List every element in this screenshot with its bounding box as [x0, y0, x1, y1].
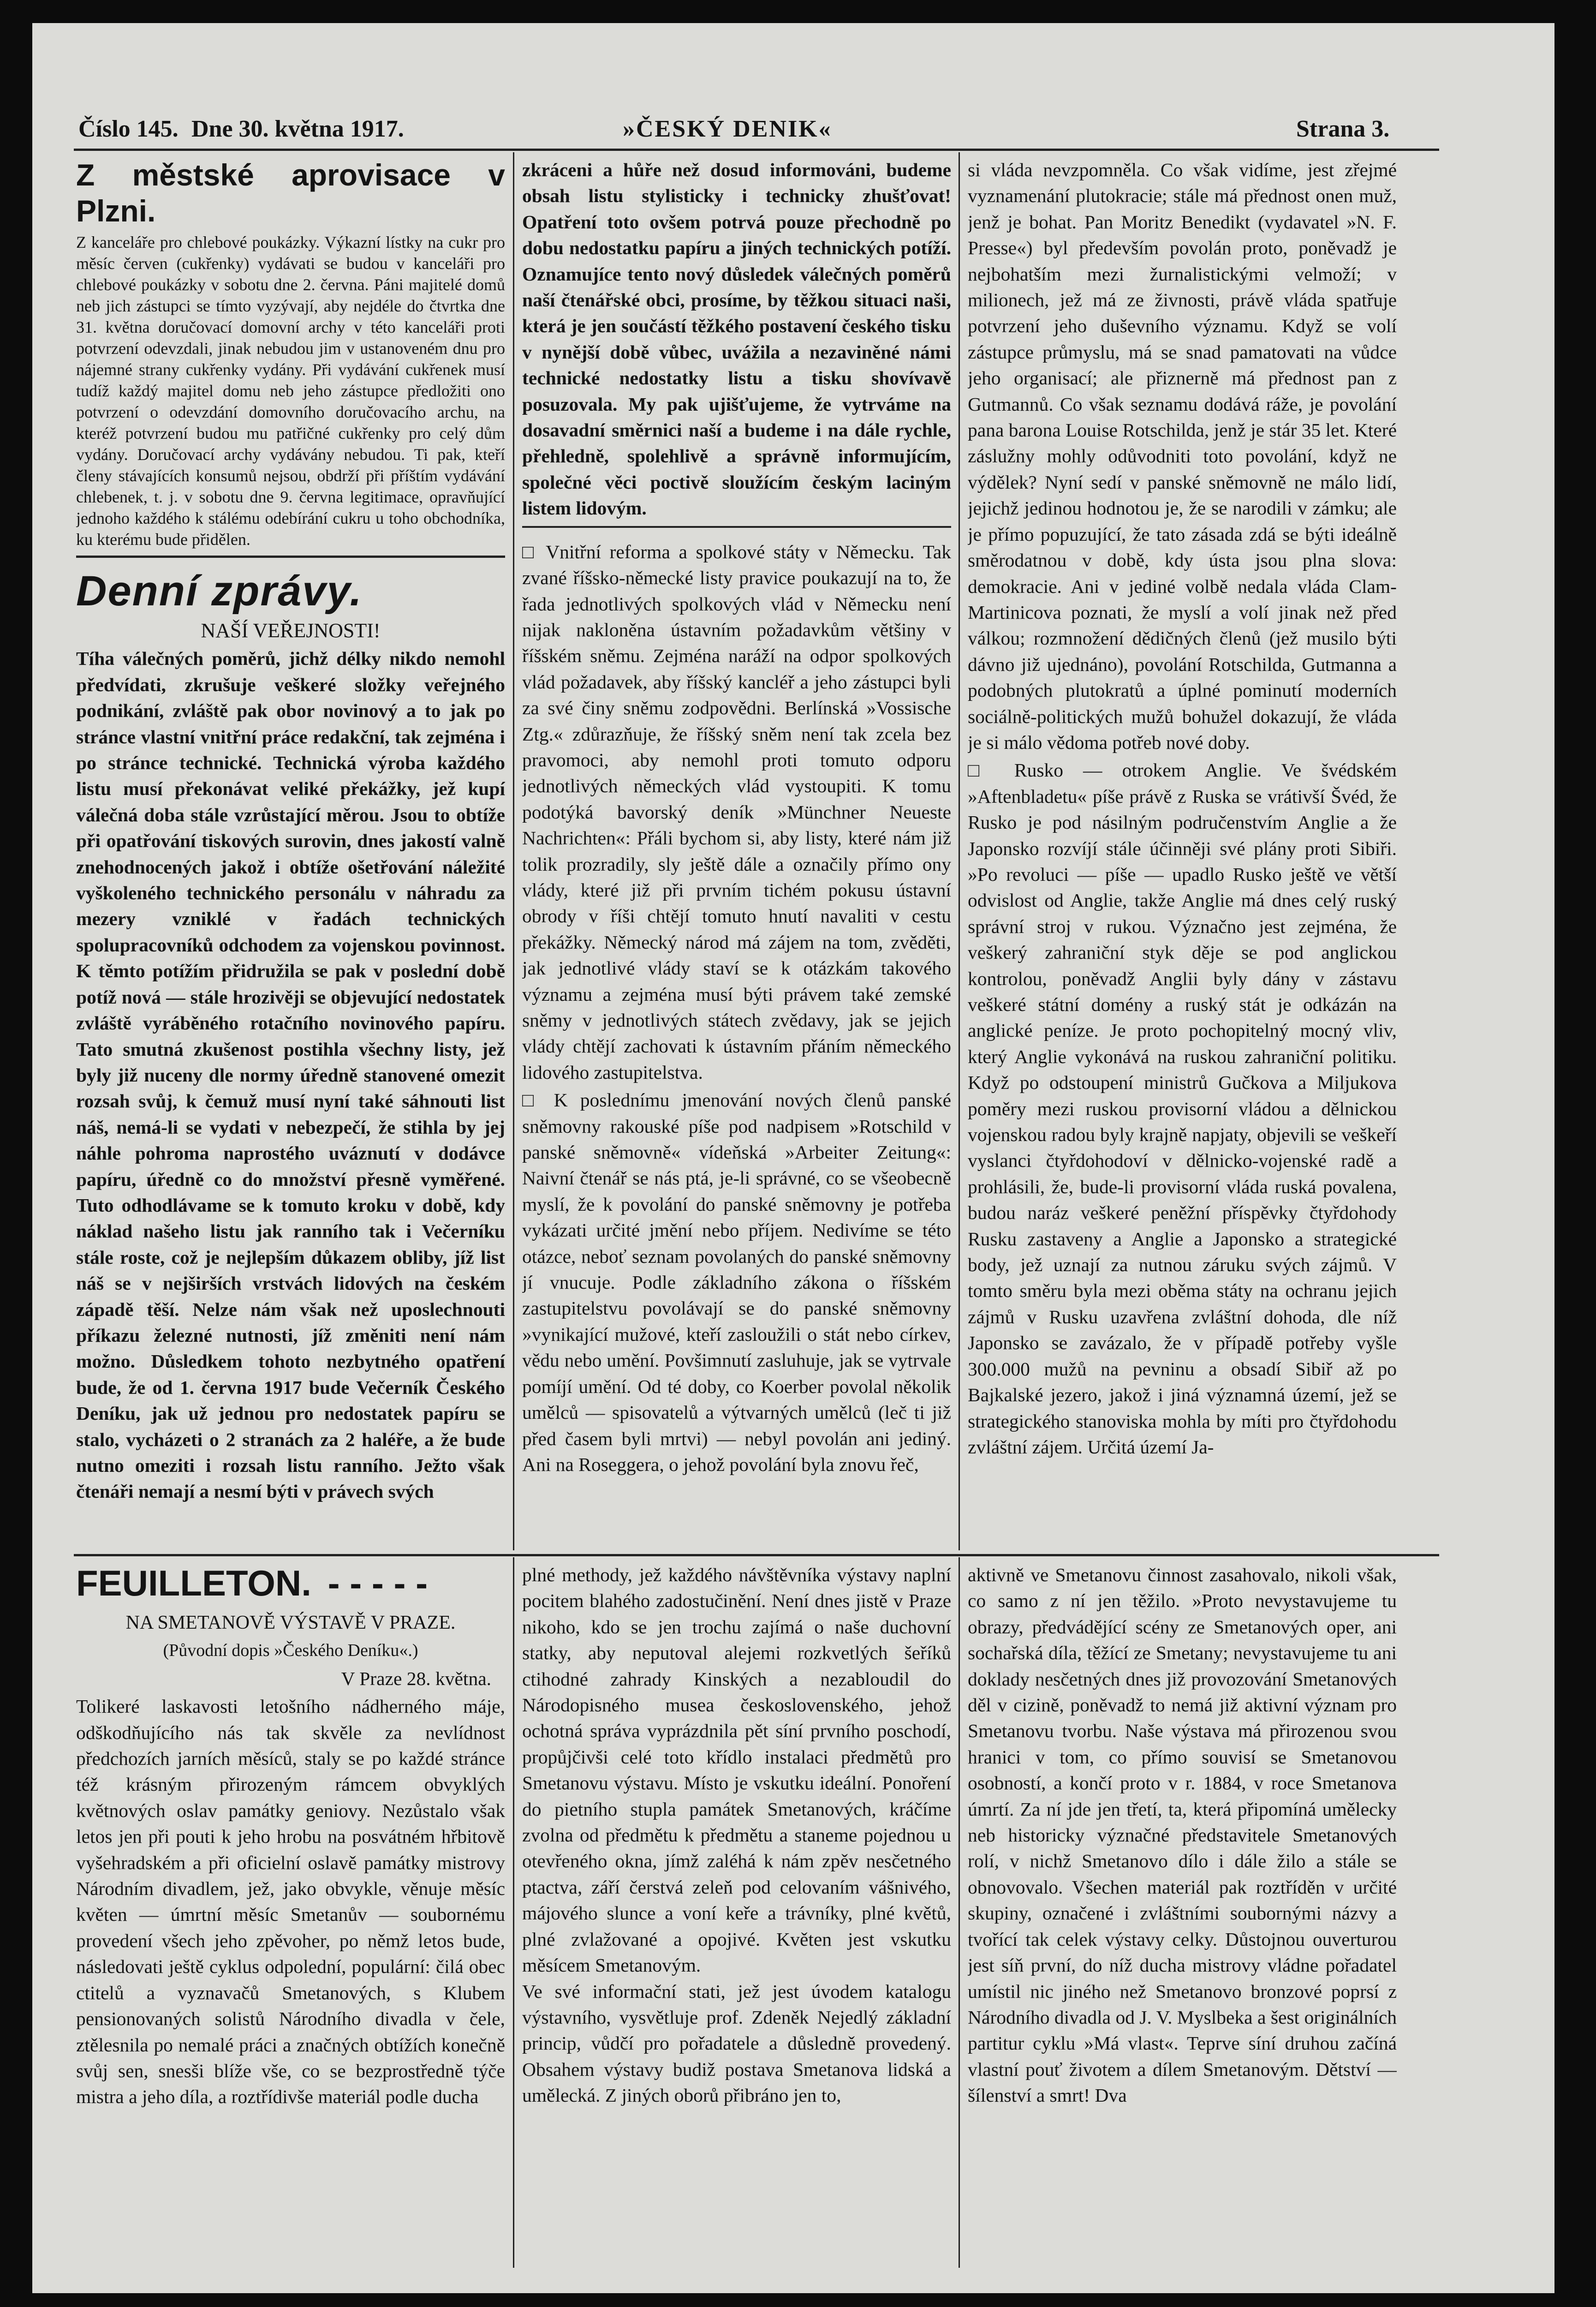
feuilleton-dateline: V Praze 28. května.	[341, 1667, 491, 1689]
feuilleton-text-3: aktivně ve Smetanovu činnost zasahovalo, nikoli však, co samo z ní jen těžilo. »Proto nevystavujeme tu obrazy, předvádějící scény ze Smetanových oper, ani sochařská díla, těžící ze Smetany; nevystavujeme tu ani doklady nesčetných dnes již provozování Smetanových děl v cizině, poněvadž to nemá již aktivní význam pro Smetanovu tvorbu. Naše výstava má přirozenou svou hranici v tom, co přímo souvisí se Smetanovou osobností, a končí proto v r. 1884, v roce Smetanova úmrtí. Za ní jde jen třetí, ta, která připomíná umělecky neb historicky význačné představitele Smetanových rolí, v nichž Smetanovo dílo i dále žilo a stále se obnovovalo. Všechen materiál pak roztříděn v určité skupiny, označené i zvláštními soubornými názvy a tvořící tak celek výstavy celky. Důstojnou ouverturou jest síň první, do níž ducha mistrovy vládne pořadatel umístil nic jiného než Smetanovo bronzové poprsí z Národního divadla od J. V. Myslbeka a šest originálních partitur cyklu »Má vlast«. Teprve síní druhou začíná vlastní pouť životem a dílem Smetanovým. Dětství — šílenství a smrt! Dva	[968, 1564, 1397, 2106]
column-divider-1	[513, 152, 514, 1550]
feuilleton-byline: (Původní dopis »Českého Deníku«.)	[163, 1641, 418, 1661]
issue-date: Dne 30. května 1917.	[191, 116, 404, 142]
issue-number: Číslo 145.	[78, 116, 179, 142]
feuilleton-label-row	[76, 1562, 505, 1604]
col3-paragraph-2: □ Rusko — otrokem Anglie. Ve švédském »Aftenbladetu« píše právě z Ruska se vrátivší Švéd, že Rusko je pod násilným područenstvím Anglie a že Japonsko rozvíjí stále účinněji své plány proti Sibiři. »Po revoluci — píše — upadlo Rusko ještě ve větší odvislost od Anglie, takže Anglie má dnes celý ruský správní stroj v rukou. Význačno jest zejména, že veškerý zahraniční styk děje se pod anglickou kontrolou, poněvadž Anglii byly dány v zástavu veškeré státní domény a ruský stát je odkázán na anglické peníze. Je proto pochopitelný mocný vliv, který Anglie vykonává na ruskou zahraniční politiku. Když po odstoupení ministrů Gučkova a Miljukova poměry mezi ruskou provisorní vládou a dělnickou vojenskou radou byly krajně napjaty, objevili se veškeří vyslanci čtyřdohodoví v dělnicko-vojenské radě a prohlásili, že, bude-li provisorní vláda ruská povalena, budou naráz veškeré peněžní příspěvky čtyřdohody Rusku zastaveny a Anglie a Japonsko a strategické body, jež uznají za nutnou záruku svých zájmů. V tomto směru byla mezi oběma státy na ochranu jejich zájmů v Rusku uzavřena zvláštní dohoda, dle níž Japonsko se zavázalo, že v případě potřeby vyšle 300.000 mužů na pevninu a obsadí Sibiř až po Bajkalské jezero, jakož i jiná významná území, jež se strategického stanoviska mohla by míti pro čtyřdohodu zvláštní zájem. Určitá území Ja-	[968, 759, 1397, 1458]
section-title: Denní zprávy.	[76, 568, 363, 615]
column-divider-3	[513, 1557, 514, 2268]
column-divider-2	[959, 152, 960, 1550]
newspaper-page	[32, 23, 1554, 2293]
feuilleton-text-2: plné methody, jež každého návštěvníka výstavy naplní pocitem blahého zadostučinění. Není dnes jistě v Praze nikoho, kdo se jen trochu zajímá o naše duchovní statky, aby neputoval alejemi rozkvetlých šeříků ctihodné zahrady Kinských a nezabloudil do Národopisného musea československého, jehož ochotná správa vyprázdnila pět síní prvního poschodí, propůjčivši celé toto křídlo instalaci předmětů pro Smetanovu výstavu. Místo je vskutku ideální. Ponoření do pietního stupla památek Smetanových, kráčíme zvolna od předmětu k předmětu a staneme pojednou u otevřeného okna, jímž zaléhá k nám zpěv nesčetného ptactva, září čerstvá zeleň pod celovaním vášnivého, májového slunce a voní keře a trávníky, plné květů, plné zvlažované a opojivé. Květen jest vskutku měsícem Smetanovým. Ve své informační stati, jež jest úvodem katalogu výstavního, vysvětluje prof. Zdeněk Nejedlý základní princip, vůdčí pro pořadatele a důsledně provedený. Obsahem výstavy budiž postava Smetanova lidská a umělecká. Z jiných oborů přibráno jen to,	[522, 1564, 951, 2106]
feuilleton-column-2	[522, 1562, 951, 2268]
feuilleton-title: NA SMETANOVĚ VÝSTAVĚ V PRAZE.	[125, 1612, 456, 1633]
column-3-upper	[968, 157, 1397, 1546]
feuilleton-rule	[74, 1554, 1439, 1556]
feuilleton-text-1: Tolikeré laskavosti letošního nádherného máje, odškodňujícího nás tak skvěle za nevlídnost předchozích jarních měsíců, staly se po každé stránce též krásným přirozeným rámcem obvyklých květnových oslav památky geniovy. Nezůstalo však letos jen při pouti k jeho hrobu na posvátném hřbitově vyšehradském a při oficielní oslavě památky mistrovy Národním divadlem, jež, jako obvykle, věnuje měsíc květen — úmrtní měsíc Smetanův — soubornému provedení všech jeho zpěvoher, po němž letos bude, následovati ještě cyklus odpolední, populární: čilá obec ctitelů a vyznavačů Smetanových, s Klubem pensionovaných solistů Národního divadla v čele, ztělesnila po nemalé práci a značných obtížích konečně svůj sen, snesši blíže vše, co se bezprostředně týče mistra a jeho díla, a roztřídivše materiál podle ducha	[76, 1696, 505, 2108]
notice-text: Tíha válečných poměrů, jichž délky nikdo nemohl předvídati, zkrušuje veškeré složky veřejného podnikání, zvláště pak obor novinový a to jak po stránce vlastní vnitřní práce redakční, tak zejména i po stránce technické. Technická výroba každého listu musí překonávat veliké překážky, jež kupí válečná doba stále vzrůstající měrou. Jsou to obtíže při opatřování tiskových surovin, dnes jakostí valně znehodnocených jakož i obtíže ošetřování náležité vyškoleného technického personálu v náhradu za mezery vzniklé v řadách technických spolupracovníků odchodem za vojenskou povinnost. K těmto potížím přidružila se pak v poslední době potíž nová — stále hrozivěji se objevující nedostatek zvláště vyráběného rotačního novinového papíru. Tato smutná zkušenost postihla všechny listy, jež byly již nuceny dle normy úředně stanovené omezit rozsah svůj, k čemuž musí nyní také sáhnouti list náš, nemá-li se vydati v nebezpečí, že stihla by jej náhle pohroma naprostého uváznutí v dodávce papíru, úředně co do množství přesně vyměřené. Tuto odhodlávame se k tomuto kroku v době, kdy náklad našeho listu jak ranního tak i Večerníku stále roste, což je nejlepším důkazem obliby, jíž list náš se v nejširších vrstvách lidových na českém západě těší. Nelze nám však než uposlechnouti příkazu železné nutnosti, jíž změniti není nám možno. Důsledkem tohoto nezbytného opatření bude, že od 1. června 1917 bude Večerník Českého Deníku, jak už jednou pro nedostatek papíru se stalo, vycházeti o 2 stranách za 2 haléře, a že bude nutno omeziti i rozsah listu ranního. Ježto však čtenáři nemají a nesmí býti v právech svých	[76, 648, 505, 1502]
aprovisace-text: Z kanceláře pro chlebové poukázky. Výkazní lístky na cukr pro měsíc červen (cukřenky) vydávati se budou v kanceláři pro chlebové poukázky v sobotu dne 2. června. Páni majitelé domů neb jich zástupci se tímto vyzývají, aby nejdéle do čtvrtka dne 31. května doručovací domovní archy v této kanceláři proti potvrzení odevzdali, jinak nebudou jim v ustanoveném dnu pro nájemné strany cukřenky vydány. Při vydávání cukřenek musí tudíž každý majitel domu neb jeho zástupce předložiti ono potvrzení o odevzdání domovního doručovacího archu, na kteréž potvrzení budou mu patřičné cukřenky pro celý dům vydány. Doručovací archy vydávány nebudou. Ti pak, kteří členy stávajících konsumů nejsou, obdrží při příštím vydávání chlebenek, t. j. v sobotu dne 9. června legitimace, opravňující jednoho každého k stálému odebírání cukru u toho obchodníka, ku kterému bude přidělen.	[76, 233, 505, 549]
col3-paragraph-1: si vláda nevzpomněla. Co však vidíme, jest zřejmé vyznamenání plutokracie; stále má přednost onen muž, jenž je bohat. Pan Moritz Benedikt (vydavatel »N. F. Presse«) byl především povolán proto, poněvadž je nejbohatším mezi žurnalistickými velmoží; v milionech, jež má ze živnosti, právě vláda spatřuje potvrzení jeho duševního významu. Když se volí zástupce průmyslu, má se snad pamatovati na vůdce jeho organisací; ale přiznerně má přednost pan z Gutmannů. Co však seznamu dodává ráže, je povolání pana barona Louise Rotschilda, jenž je stár 35 let. Které záslužny mohly odůvodniti toto povolání, když ne výdělek? Nyní sedí v panské sněmovně ne málo lidí, jejichž jedinou hodnotou je, že se narodili v zámku; ale je přímo popuzující, že tato zásada zdá se býti ideálně směrodatnou v době, kdy ústa jsou plna slova: demokracie. Ani v jediné volbě nedala vláda Clam-Martinicova poznati, že myslí a volí jinak než před válkou; rozmnožení dědičných členů (jež musilo býti dávno již ujednáno), povolání Rotschilda, Gutmanna a podobných plutokratů a úplné pominutí moderních sociálně-politických mužů bohužel dokazují, že vláda je si málo vědoma potřeb nové doby.	[968, 159, 1397, 753]
column-rule	[522, 526, 951, 528]
col2-paragraph-1: zkráceni a hůře než dosud informováni, budeme obsah listu stylisticky i technicky zhušťovat! Opatření toto ovšem potrvá pouze přechodně po dobu nedostatku papíru a jiných technických potíží. Oznamujíce tento nový důsledek válečných poměrů naší čtenářské obci, prosíme, by těžkou situaci naši, která je jen součástí těžkého postavení českého tisku v nynější době vůbec, uvážila a nezaviněné námi technické nedostatky listu a tisku shovívavě posuzovala. My pak ujišťujeme, že vytrváme na dosavadní směrnici naší a budeme i na dále rychle, přehledně, spolehlivě a správně informujícím, společné věci poctivě sloužícím českým laciným listem lidovým.	[522, 159, 951, 519]
feuilleton-label: FEUILLETON.	[76, 1563, 311, 1603]
newspaper-title: »ČESKÝ DENIK«	[623, 116, 832, 142]
column-divider-4	[959, 1557, 960, 2268]
column-rule	[76, 556, 505, 558]
col2-paragraph-3: □ K poslednímu jmenování nových členů panské sněmovny rakouské píše pod nadpisem »Rotschild v panské sněmovně« vídeňská »Arbeiter Zeitung«: Naivní čtenář se nás ptá, je-li správné, co se všeobecně myslí, že k povolání do panské sněmovny je potřeba vykázati určité jmění nebo příjem. Nedivíme se této otázce, neboť seznam povolaných do panské sněmovny jí vnucuje. Podle základního zákona o říšském zastupitelstvu povolávají se do panské sněmovny »vynikající mužové, kteří zasloužili o stát nebo církev, vědu nebo umění. Povšimnutí zasluhuje, jak se vytrvale pomíjí umění. Od té doby, co Koerber povolal několik umělců — spisovatelů a výtvarných umělců (leč ti již před časem byli mrtvi) — nebyl povolán ani jediný. Ani na Roseggera, o jehož povolání byla znovu řeč,	[522, 1089, 951, 1475]
notice-heading: NAŠÍ VEŘEJNOSTI!	[201, 619, 381, 642]
col2-paragraph-2: □ Vnitřní reforma a spolkové státy v Německu. Tak zvané říšsko-německé listy pravice poukazují na to, že řada jednotlivých spolkových vlád v Německu není nijak nakloněna ústavním požadavkům většiny v říšském sněmu. Zejména naráží na odpor spolkových vlád požadavek, aby říšský kancléř a jeho zástupci byli za své činy sněmu zodpovědni. Berlínská »Vossische Ztg.« zdůrazňuje, že říšský sněm není tak zcela bez pravomoci, aby nemohl proti tomuto odporu jednotlivých německých vlád vystoupiti. K tomu podotýká bavorský deník »Münchner Neueste Nachrichten«: Přáli bychom si, aby listy, které nám již tolik prozradily, sly ještě dále a označily přímo ony vlády, které již při prvním tichém pokusu ústavní obrody v říši chtějí tomuto hnutí navaliti v cestu překážky. Německý národ má zájem na tom, zvěděti, jak jednotlivé vlády staví se k otázkám takového významu a zejména musí býti právem také zemské sněmy v jednotlivých státech zvědavy, jak se jejich vlády chtějí zachovati k ústavním přáním německého lidového zastupitelstva.	[522, 541, 951, 1083]
column-1-upper	[76, 157, 505, 1546]
feuilleton-column-3	[968, 1562, 1397, 2268]
column-2-upper	[522, 157, 951, 1546]
aprovisace-headline: Z městské aprovisace v Plzni.	[76, 158, 505, 228]
feuilleton-dashes: - - - - -	[328, 1563, 428, 1603]
feuilleton-column-1	[76, 1562, 505, 2268]
page-number: Strana 3.	[1296, 116, 1390, 142]
header-rule	[74, 149, 1439, 151]
